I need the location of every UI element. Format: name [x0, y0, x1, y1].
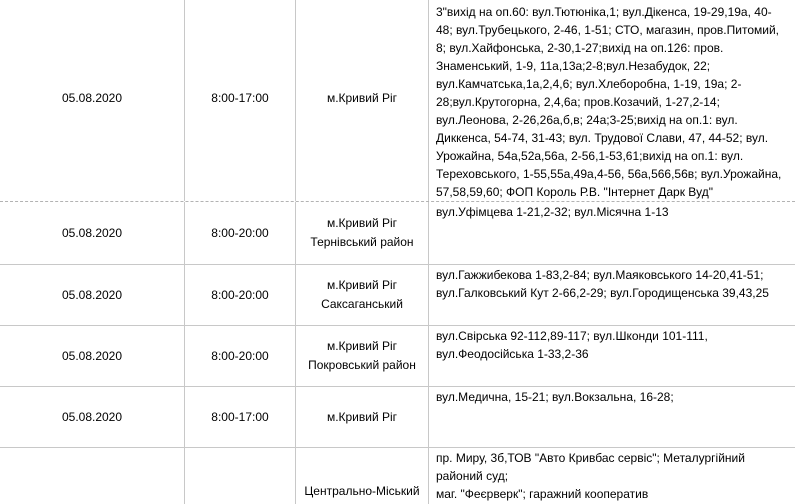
time-text: 8:00-17:00 — [211, 91, 269, 105]
place-cell — [295, 0, 428, 201]
table-row — [0, 0, 795, 201]
time-cell — [184, 202, 295, 264]
address-line: Диккенса, 54-74, 31-43; вул. Трудової Слави, 47, 44-52; вул. — [436, 131, 769, 145]
address-line: Урожайна, 54а,52а,56а, 2-56,1-53,61;вихід на оп.1: вул. — [436, 149, 744, 163]
address-line: вул.Медична, 15-21; вул.Вокзальна, 16-28; — [436, 390, 674, 404]
date-cell — [0, 202, 184, 264]
district-text: Саксаганський — [321, 297, 403, 311]
date-cell — [0, 265, 184, 325]
table-row — [0, 265, 795, 325]
district-text: Тернівський район — [310, 235, 414, 249]
address-line: 3"вихід на оп.60: вул.Тютюніка,1; вул.Дікенса, 19-29,19а, 40- — [436, 5, 772, 19]
address-line: Тереховського, 1-55,55а,49а,4-56, 56а,566,56в; вул.Урожайна, — [436, 167, 782, 181]
time-text: 8:00-20:00 — [211, 287, 269, 302]
address-line: маг. "Феєрверк"; гаражний кооператив — [436, 487, 649, 501]
address-line: вул.Феодосійська 1-33,2-36 — [436, 347, 589, 361]
place-cell — [295, 326, 428, 386]
time-cell — [184, 387, 295, 447]
time-cell — [184, 265, 295, 325]
date-text: 05.08.2020 — [61, 409, 123, 424]
address-line: вул.Галковський Кут 2-66,2-29; вул.Городищенська 39,43,25 — [436, 286, 769, 300]
place-text: м.Кривий Ріг — [326, 339, 398, 353]
place-text: м.Кривий Ріг — [326, 91, 398, 105]
date-text: 05.08.2020 — [61, 225, 123, 240]
address-line: пр. Миру, 3б,ТОВ "Авто Кривбас сервіс"; Металургійний — [436, 451, 745, 465]
time-cell — [184, 448, 295, 504]
place-cell — [295, 265, 428, 325]
address-line: вул.Леонова, 2-26,26а,б,в; 24а;3-25;вихід на оп.1: вул. — [436, 113, 738, 127]
address-cell — [428, 387, 795, 447]
address-line: вул.Камчатська,1а,2,4,6; вул.Хлеборобна, 1-19, 19а; 2- — [436, 77, 742, 91]
date-cell — [0, 0, 184, 201]
place-text: м.Кривий Ріг — [326, 216, 398, 230]
address-cell — [428, 265, 795, 325]
time-cell — [184, 326, 295, 386]
address-cell — [428, 202, 795, 264]
address-line: 48; вул.Трубецького, 2-46, 1-51; СТО, магазин, пров.Питомий, — [436, 23, 779, 37]
date-cell — [0, 387, 184, 447]
date-cell — [0, 448, 184, 504]
time-text: 8:00-17:00 — [211, 409, 269, 424]
address-cell — [428, 0, 795, 201]
place-cell — [295, 202, 428, 264]
address-cell — [428, 326, 795, 386]
place-text: м.Кривий Ріг — [326, 409, 398, 424]
time-cell — [184, 0, 295, 201]
address-line: районий суд; — [436, 469, 509, 483]
address-line: 57,58,59,60; ФОП Король Р.В. "Інтернет Дарк Вуд" — [436, 185, 714, 199]
date-cell — [0, 326, 184, 386]
address-line: Знаменський, 1-9, 11а,13а;2-8;вул.Незабудок, 22; — [436, 59, 711, 73]
date-text: 05.08.2020 — [61, 348, 123, 363]
district-text: Покровський район — [308, 358, 416, 372]
place-cell — [295, 448, 428, 504]
date-text: 05.08.2020 — [61, 91, 123, 105]
table-row — [0, 326, 795, 386]
address-line: 28;вул.Крутогорна, 2,4,6а; пров.Козачий, 1-27,2-14; — [436, 95, 720, 109]
address-cell — [428, 448, 795, 504]
place-text: м.Кривий Ріг — [326, 278, 398, 292]
table-row — [0, 202, 795, 264]
address-line: вул.Гажжибекова 1-83,2-84; вул.Маяковського 14-20,41-51; — [436, 268, 764, 282]
place-cell — [295, 387, 428, 447]
address-line: 8; вул.Хайфонська, 2-30,1-27;вихід на оп.126: пров. — [436, 41, 724, 55]
address-line: вул.Свірська 92-112,89-117; вул.Шконди 101-111, — [436, 329, 708, 343]
date-text: 05.08.2020 — [61, 287, 123, 302]
table-row — [0, 448, 795, 504]
time-text: 8:00-20:00 — [211, 348, 269, 363]
place-text: Центрально-Міський — [304, 484, 420, 498]
table-row — [0, 387, 795, 447]
address-line: вул.Уфімцева 1-21,2-32; вул.Місячна 1-13 — [436, 205, 669, 219]
time-text: 8:00-20:00 — [211, 225, 269, 240]
